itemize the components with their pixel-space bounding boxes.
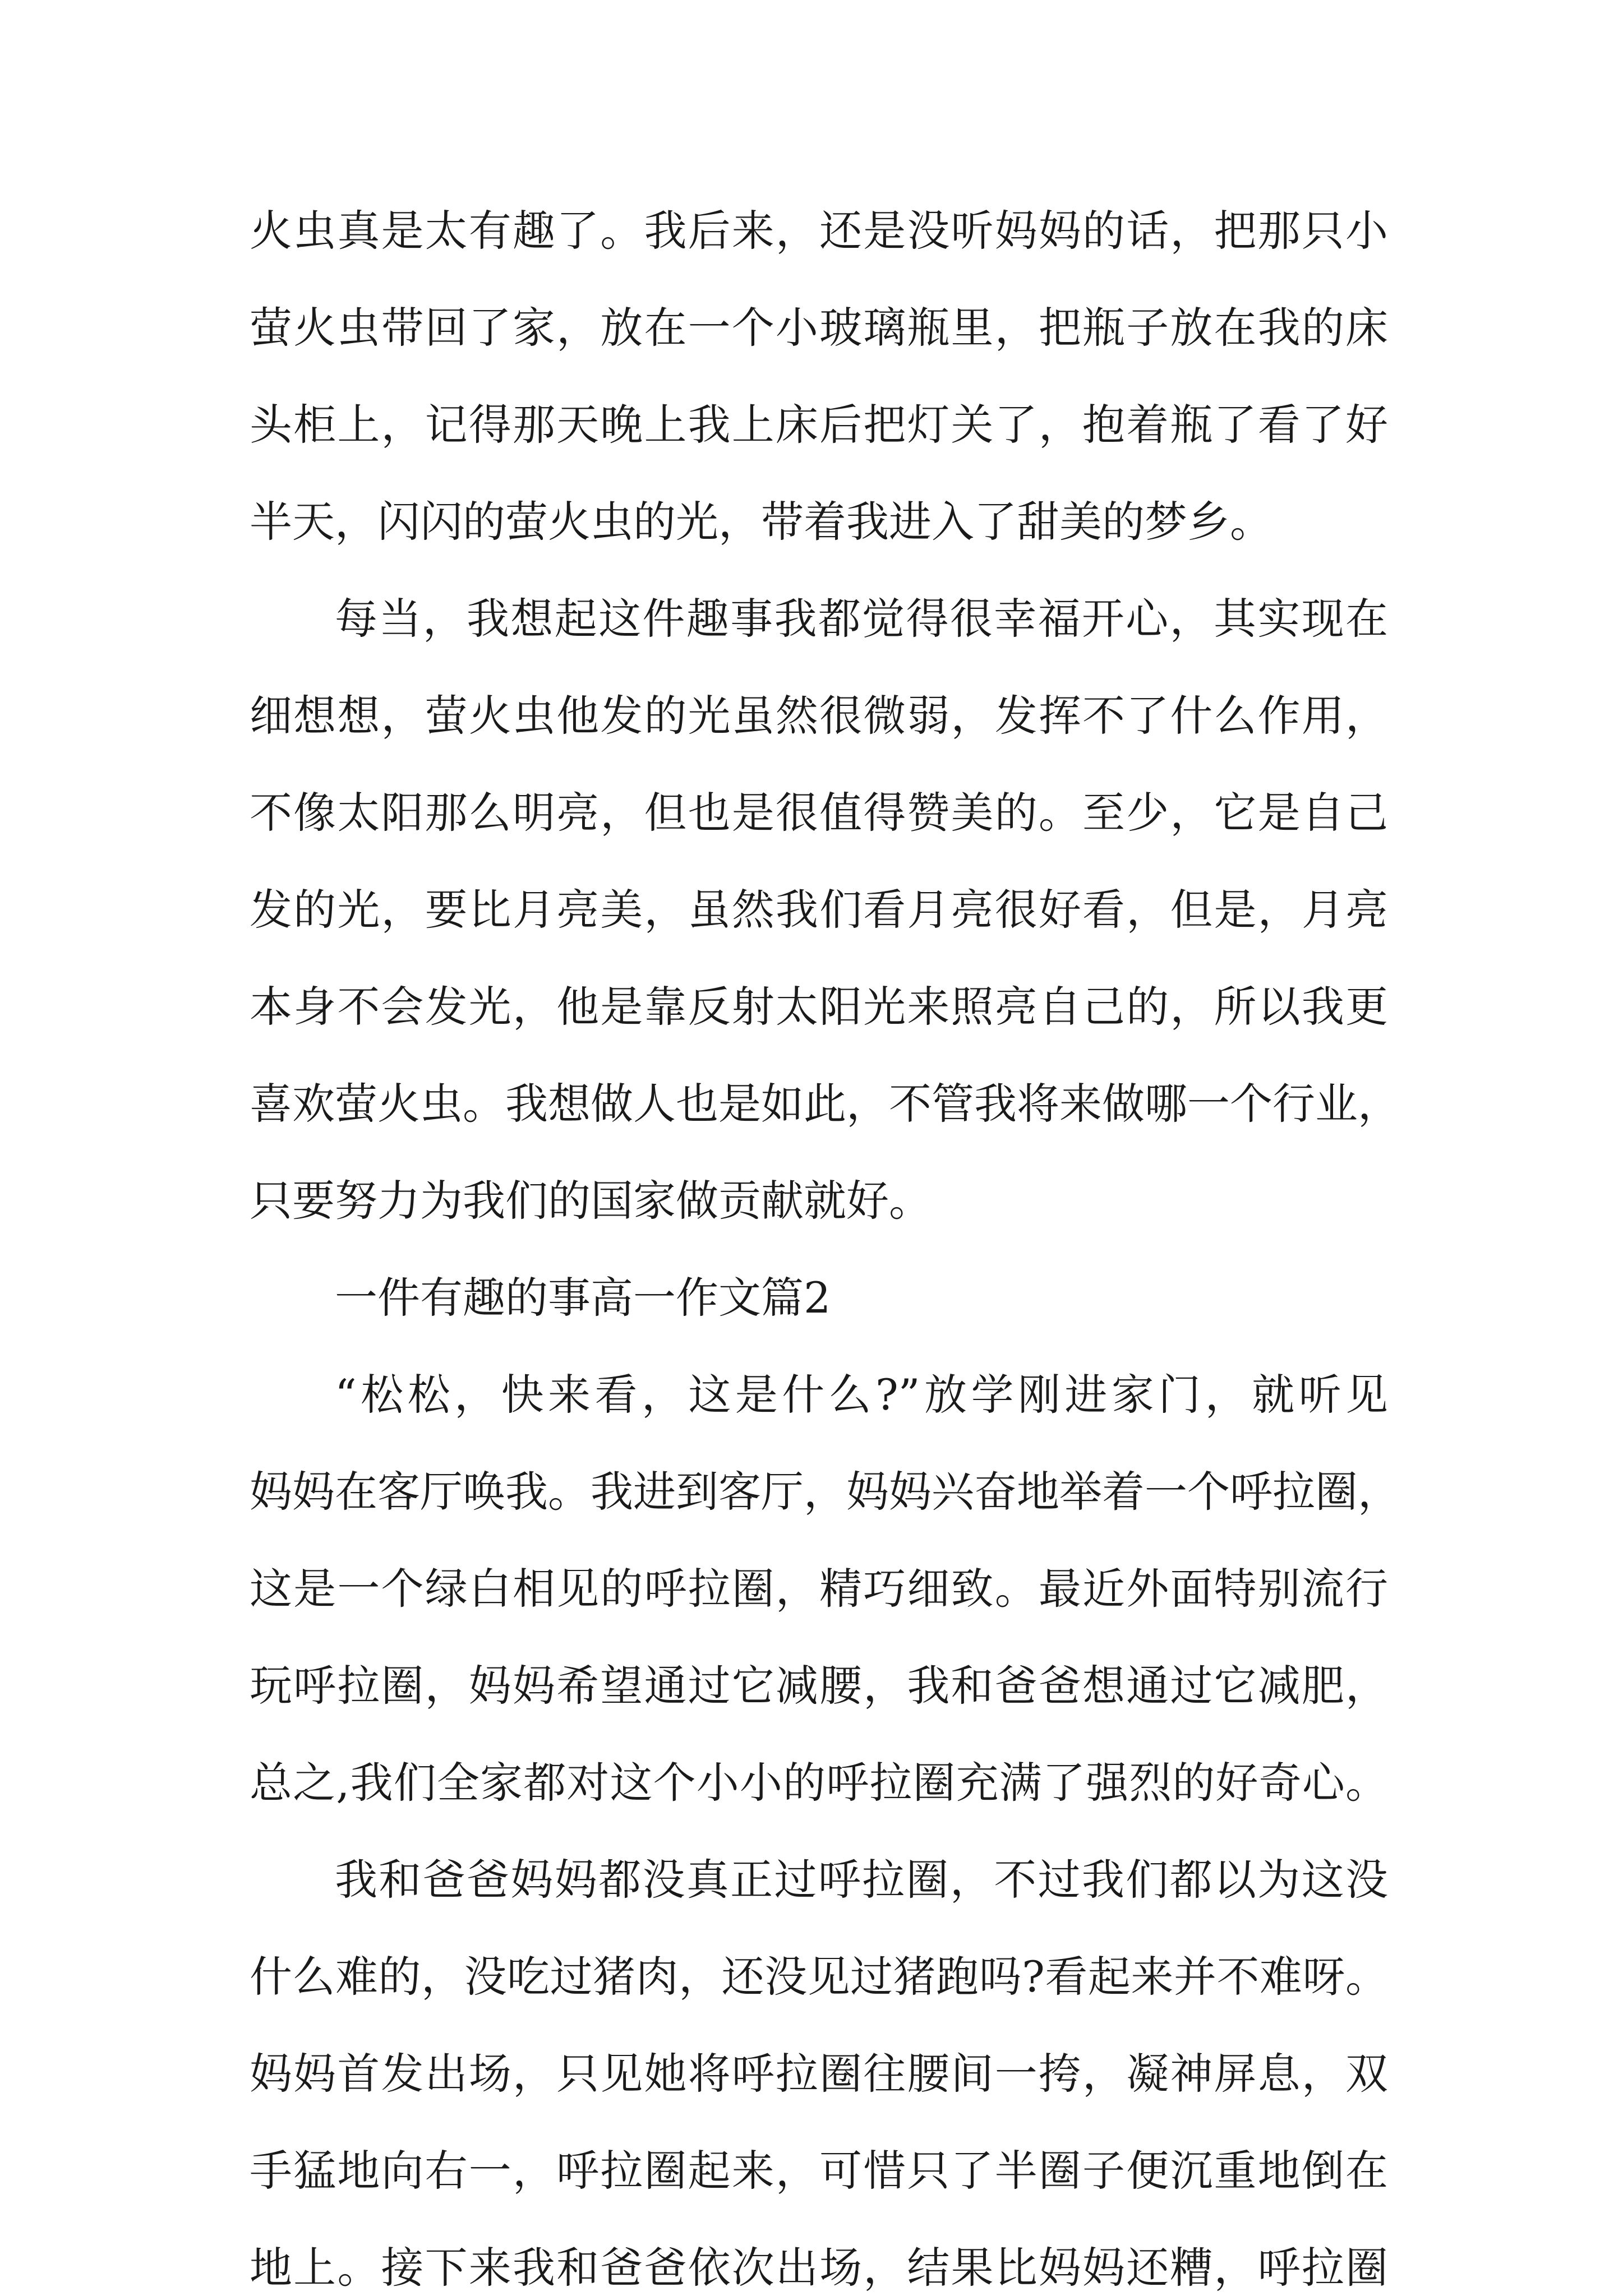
text-line: 这是一个绿白相见的呼拉圈，精巧细致。最近外面特别流行	[250, 1564, 1388, 1614]
text-line: 总之,我们全家都对这个小小的呼拉圈充满了强烈的好奇心。	[250, 1758, 1388, 1808]
text-line: 不像太阳那么明亮，但也是很值得赞美的。至少，它是自己	[250, 788, 1388, 838]
text-line: 喜欢萤火虫。我想做人也是如此，不管我将来做哪一个行业，	[250, 1079, 1400, 1129]
text-line: 妈妈在客厅唤我。我进到客厅，妈妈兴奋地举着一个呼拉圈，	[250, 1467, 1400, 1517]
paragraph-first-line: 每当，我想起这件趣事我都觉得很幸福开心，其实现在	[335, 594, 1388, 644]
text-line: 手猛地向右一，呼拉圈起来，可惜只了半圈子便沉重地倒在	[250, 2146, 1388, 2196]
text-line: 玩呼拉圈，妈妈希望通过它减腰，我和爸爸想通过它减肥，	[250, 1661, 1388, 1711]
text-line: 妈妈首发出场，只见她将呼拉圈往腰间一挎，凝神屏息，双	[250, 2049, 1388, 2099]
text-line: 火虫真是太有趣了。我后来，还是没听妈妈的话，把那只小	[250, 206, 1388, 256]
text-line: 地上。接下来我和爸爸依次出场，结果比妈妈还糟，呼拉圈	[250, 2243, 1388, 2293]
paragraph-first-line: “松松，快来看，这是什么?”放学刚进家门，就听见	[335, 1370, 1388, 1420]
text-line: 头柜上，记得那天晚上我上床后把灯关了，抱着瓶了看了好	[250, 400, 1388, 450]
text-line: 细想想，萤火虫他发的光虽然很微弱，发挥不了什么作用，	[250, 691, 1388, 741]
text-line: 发的光，要比月亮美，虽然我们看月亮很好看，但是，月亮	[250, 885, 1388, 935]
text-line: 萤火虫带回了家，放在一个小玻璃瓶里，把瓶子放在我的床	[250, 303, 1388, 353]
paragraph-first-line: 我和爸爸妈妈都没真正过呼拉圈，不过我们都以为这没	[335, 1855, 1388, 1905]
text-line: 半天，闪闪的萤火虫的光，带着我进入了甜美的梦乡。	[250, 497, 1272, 547]
text-line: 只要努力为我们的国家做贡献就好。	[250, 1176, 932, 1226]
section-heading: 一件有趣的事高一作文篇2	[335, 1273, 831, 1323]
text-line: 什么难的，没吃过猪肉，还没见过猪跑吗?看起来并不难呀。	[250, 1952, 1388, 2002]
text-line: 本身不会发光，他是靠反射太阳光来照亮自己的，所以我更	[250, 982, 1388, 1032]
